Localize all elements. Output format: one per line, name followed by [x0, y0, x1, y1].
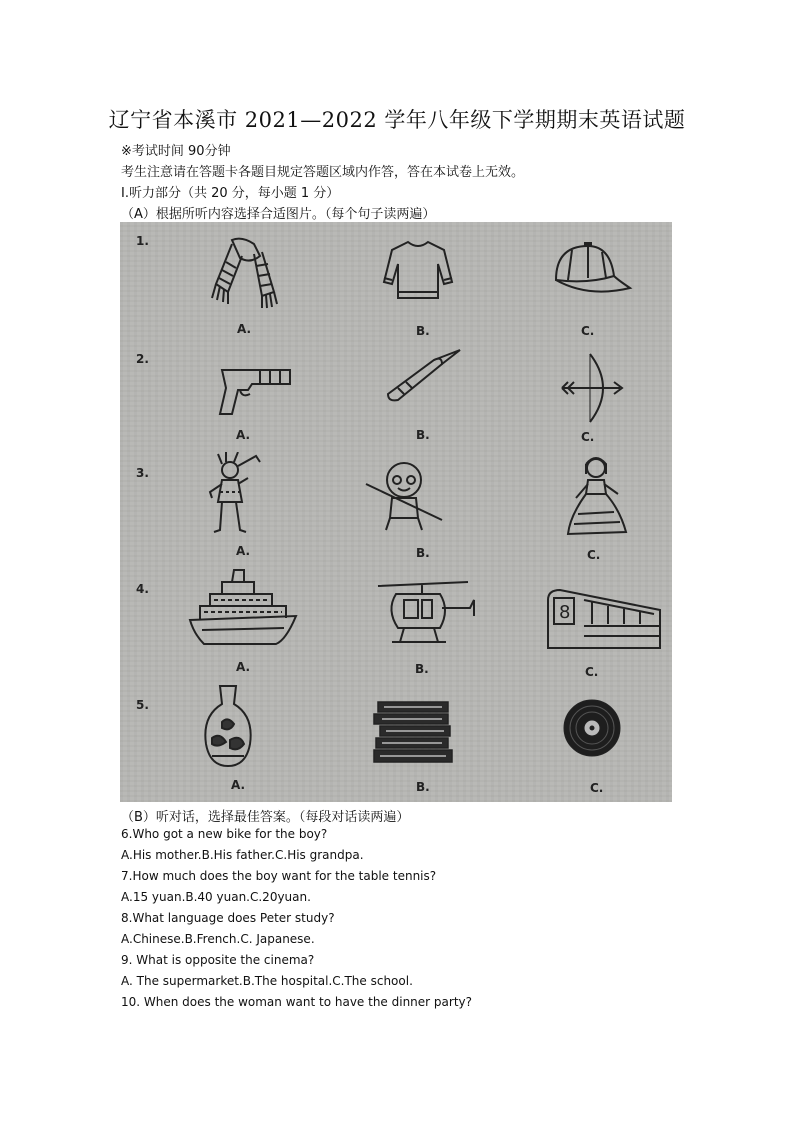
option-label: B.: [416, 546, 430, 560]
notice: 考生注意请在答题卡各题目规定答题区域内作答，答在本试卷上无效。: [121, 165, 525, 180]
question-number: 3.: [136, 466, 149, 480]
option-label: B.: [416, 324, 430, 338]
answer-choices: A. The supermarket.B.The hospital.C.The school.: [121, 974, 413, 988]
monkey-king-icon: [362, 458, 448, 532]
option-label: B.: [415, 662, 429, 676]
record-icon: [562, 698, 622, 758]
answer-choices: A.His mother.B.His father.C.His grandpa.: [121, 848, 364, 862]
option-label: C.: [581, 430, 595, 444]
exam-time: ※考试时间 90分钟: [121, 144, 231, 159]
part-a-instruction: （A）根据所听内容选择合适图片。（每个句子读两遍）: [121, 207, 436, 222]
question-text: 9. What is opposite the cinema?: [121, 953, 315, 967]
svg-text:8: 8: [559, 602, 571, 623]
section-listening-heading: Ⅰ.听力部分（共 20 分，每小题 1 分）: [121, 186, 340, 201]
option-label: C.: [590, 781, 604, 795]
answer-choices: A.15 yuan.B.40 yuan.C.20yuan.: [121, 890, 311, 904]
answer-choices: A.Chinese.B.French.C. Japanese.: [121, 932, 315, 946]
option-label: B.: [416, 428, 430, 442]
option-label: A.: [236, 428, 251, 442]
question-number: 2.: [136, 352, 149, 366]
knife-icon: [384, 348, 464, 404]
pistol-icon: [216, 364, 296, 420]
native-warrior-icon: [204, 452, 264, 536]
question-text: 6.Who got a new bike for the boy?: [121, 827, 328, 841]
option-label: A.: [231, 778, 246, 792]
option-label: C.: [585, 665, 599, 679]
scarf-icon: [202, 234, 282, 316]
question-number: 4.: [136, 582, 149, 596]
part-b-instruction: （B）听对话，选择最佳答案。（每段对话读两遍）: [121, 810, 410, 825]
books-icon: [372, 698, 454, 766]
princess-icon: [564, 454, 630, 540]
ship-icon: [188, 568, 298, 650]
option-label: A.: [236, 660, 251, 674]
option-label: A.: [236, 544, 251, 558]
option-label: A.: [237, 322, 252, 336]
page-title: 辽宁省本溪市 2021—2022 学年八年级下学期期末英语试题: [108, 108, 686, 132]
helicopter-icon: [374, 578, 476, 654]
option-label: B.: [416, 780, 430, 794]
bow-arrow-icon: [560, 350, 624, 426]
question-number: 5.: [136, 698, 149, 712]
vase-icon: [200, 682, 256, 770]
question-number: 1.: [136, 234, 149, 248]
train-icon: [544, 586, 664, 654]
sweater-icon: [382, 238, 454, 302]
option-label: C.: [581, 324, 595, 338]
question-text: 7.How much does the boy want for the table tennis?: [121, 869, 437, 883]
question-text: 10. When does the woman want to have the dinner party?: [121, 995, 472, 1009]
cap-icon: [548, 240, 634, 302]
question-text: 8.What language does Peter study?: [121, 911, 335, 925]
picture-question-scan: [120, 222, 672, 802]
option-label: C.: [587, 548, 601, 562]
